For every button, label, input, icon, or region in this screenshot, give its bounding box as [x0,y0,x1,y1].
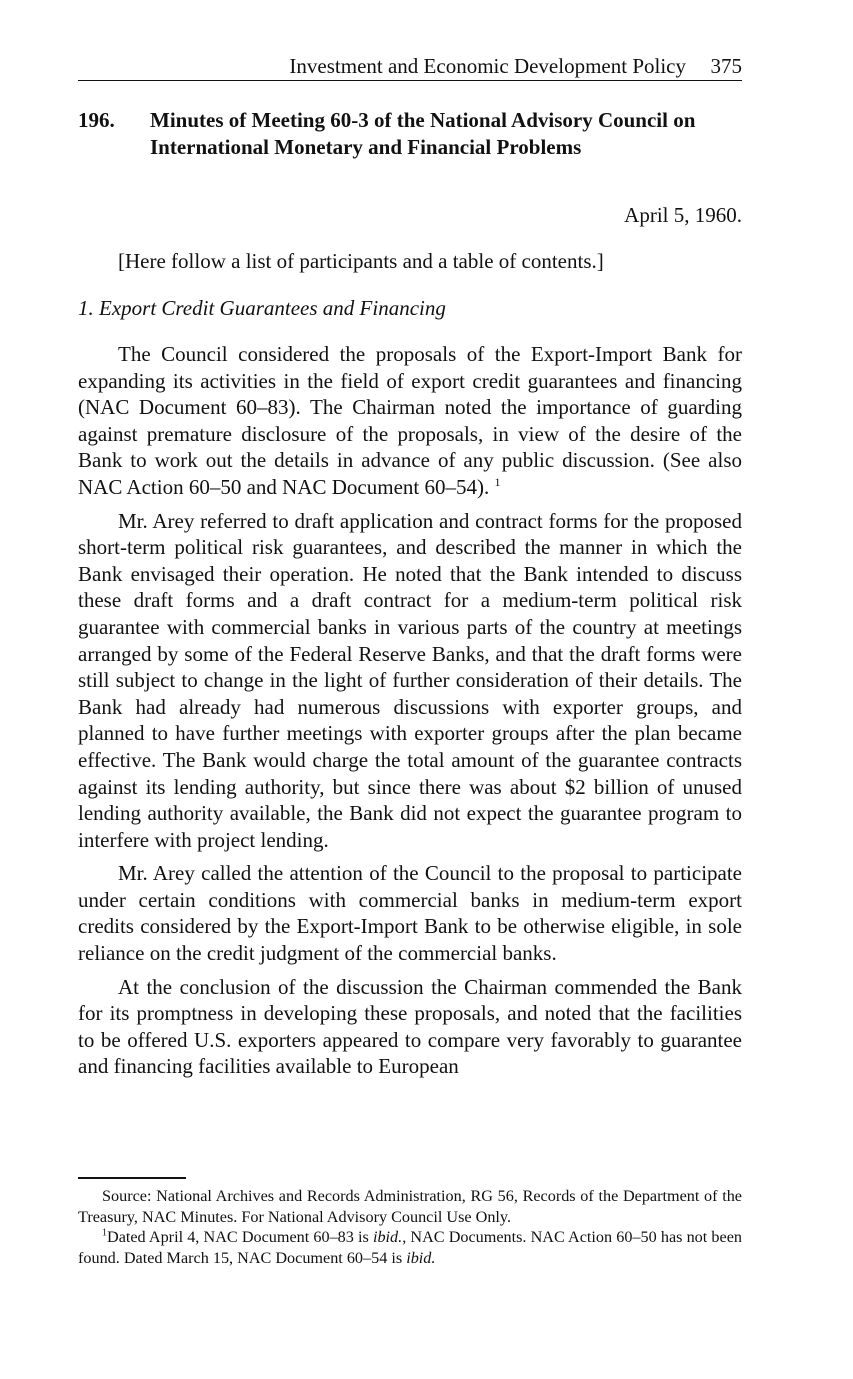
footnote-divider [78,1177,186,1179]
paragraph-text: The Council considered the proposals of the Export-Import Bank for expanding its activities in the field of export credit guarantees and financing (NAC Document 60–83). The Chairman noted the importance of guarding against premature disclosure of the proposals, in view of the desire of the Bank to work out the details in advance of any public discussion. (See also NAC Action 60–50 and NAC Document 60–54). [78,342,742,499]
footnote-text: , NAC Documents. NAC Action 60–50 has not been found. Dated March 15, NAC Document 60–54 is [78,1228,742,1267]
paragraph: At the conclusion of the discussion the Chairman commended the Bank for its promptness in developing these proposals, and noted that the facilities to be offered U.S. exporters appeared to compare very favorably to guarantee and financing facilities available to European [78,974,742,1079]
source-note: Source: National Archives and Records Administration, RG 56, Records of the Department of the Treasury, NAC Minutes. For National Advisory Council Use Only. [78,1187,742,1226]
editorial-note: [Here follow a list of participants and a table of contents.] [118,249,604,273]
running-title: Investment and Economic Development Policy [289,54,686,78]
footnote-reference: 1 [494,474,501,489]
footnotes [78,1186,742,1268]
footnote-text: Dated April 4, NAC Document 60–83 is [107,1228,373,1246]
document-title: Minutes of Meeting 60-3 of the National Advisory Council on International Monetary and Financial Problems [150,108,696,159]
section-title: 1. Export Credit Guarantees and Financing [78,296,446,320]
footnote-marker: 1 [102,1227,107,1239]
paragraph [78,341,742,501]
body-text [78,341,742,1087]
document-number: 196. [78,108,115,132]
paragraph: Mr. Arey referred to draft application and contract forms for the proposed short-term political risk guarantees, and described the manner in which the Bank envisaged their operation. He noted that the Bank intended to discuss these draft forms and a draft contract for a medium-term political risk guarantee with commercial banks in various parts of the country at meetings arranged by some of the Federal Reserve Banks, and that the draft forms were still subject to change in the light of further consideration of their details. The Bank had already had numerous discussions with exporter groups, and planned to have further meetings with exporter groups after the plan became effective. The Bank would charge the total amount of the guarantee contracts against its lending authority, but since there was about $2 billion of unused lending authority available, the Bank did not expect the guarantee program to interfere with project lending. [78,508,742,852]
page-number: 375 [710,54,742,78]
ibid-reference: ibid. [406,1248,436,1267]
paragraph: Mr. Arey called the attention of the Council to the proposal to participate under certain conditions with commercial banks in medium-term export credits considered by the Export-Import Bank to be otherwise eligible, in sole reliance on the credit judgment of the commercial banks. [78,861,742,966]
ibid-reference: ibid. [372,1228,403,1246]
document-date: April 5, 1960. [624,203,742,227]
footnote-1 [78,1227,742,1268]
running-header [78,52,742,81]
